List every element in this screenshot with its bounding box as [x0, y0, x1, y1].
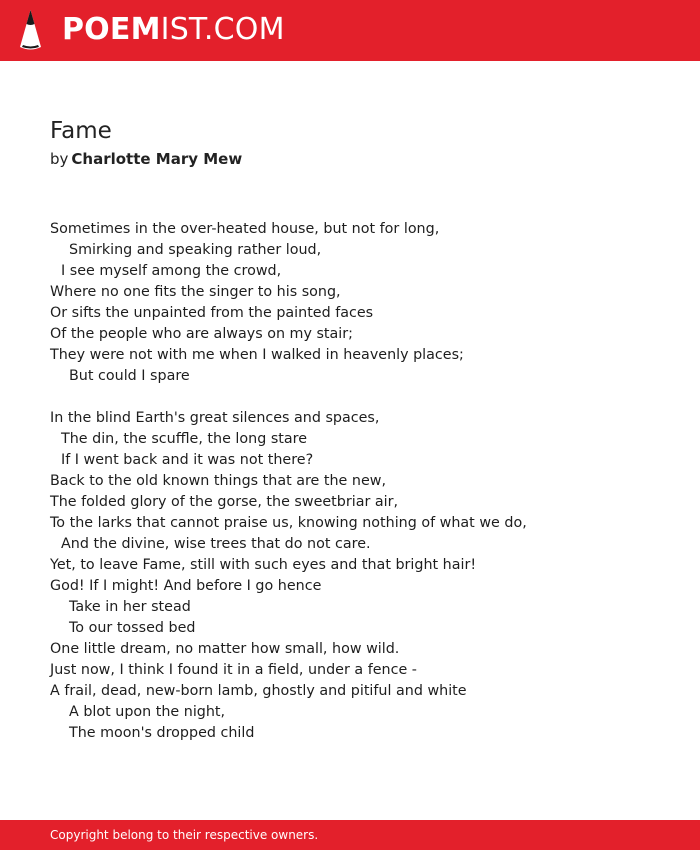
poem-line: The folded glory of the gorse, the sweetbriar air,	[50, 494, 399, 510]
poem-line: I see myself among the crowd,	[61, 263, 282, 279]
poem-line: To the larks that cannot praise us, knowing nothing of what we do,	[50, 515, 527, 531]
poem-line: Take in her stead	[69, 599, 191, 615]
poem-line: But could I spare	[69, 368, 190, 384]
poem-line: Of the people who are always on my stair;	[50, 326, 353, 342]
pencil-tip-icon[interactable]	[18, 9, 43, 51]
poem-line: Where no one fits the singer to his song,	[50, 284, 341, 300]
poem-line: And the divine, wise trees that do not care.	[61, 536, 371, 552]
poem-line: Smirking and speaking rather loud,	[69, 242, 322, 258]
site-footer	[0, 820, 700, 850]
poem-author[interactable]: Charlotte Mary Mew	[71, 150, 243, 168]
poem-line: If I went back and it was not there?	[61, 452, 314, 468]
poem-line: Just now, I think I found it in a field, under a fence -	[50, 662, 417, 678]
poem-line: Sometimes in the over-heated house, but not for long,	[50, 221, 440, 237]
poem-stanza	[50, 408, 670, 744]
poem-line: One little dream, no matter how small, how wild.	[50, 641, 400, 657]
poem-line: The moon's dropped child	[69, 725, 255, 741]
brand-bold-part: POEM	[62, 12, 161, 47]
brand-light-part: IST.COM	[160, 12, 285, 47]
poem-line: The din, the scuffle, the long stare	[61, 431, 307, 447]
poem-line: Yet, to leave Fame, still with such eyes and that bright hair!	[50, 557, 477, 573]
site-header	[0, 0, 700, 61]
by-label: by	[50, 150, 69, 168]
poem-line: God! If I might! And before I go hence	[50, 578, 322, 594]
poem-byline	[50, 149, 242, 169]
copyright-notice: Copyright belong to their respective owners.	[50, 828, 319, 842]
poem-line: In the blind Earth's great silences and spaces,	[50, 410, 380, 426]
poem-line: A frail, dead, new-born lamb, ghostly and pitiful and white	[50, 683, 467, 699]
poem-stanza	[50, 219, 670, 387]
poem-title: Fame	[50, 118, 112, 144]
poem-line: Back to the old known things that are the new,	[50, 473, 386, 489]
poem-body	[50, 219, 670, 744]
poem-line: They were not with me when I walked in heavenly places;	[50, 347, 464, 363]
site-logo-text[interactable]	[62, 12, 285, 48]
poem-line: To our tossed bed	[69, 620, 196, 636]
poem-line: A blot upon the night,	[69, 704, 226, 720]
poem-line: Or sifts the unpainted from the painted faces	[50, 305, 374, 321]
